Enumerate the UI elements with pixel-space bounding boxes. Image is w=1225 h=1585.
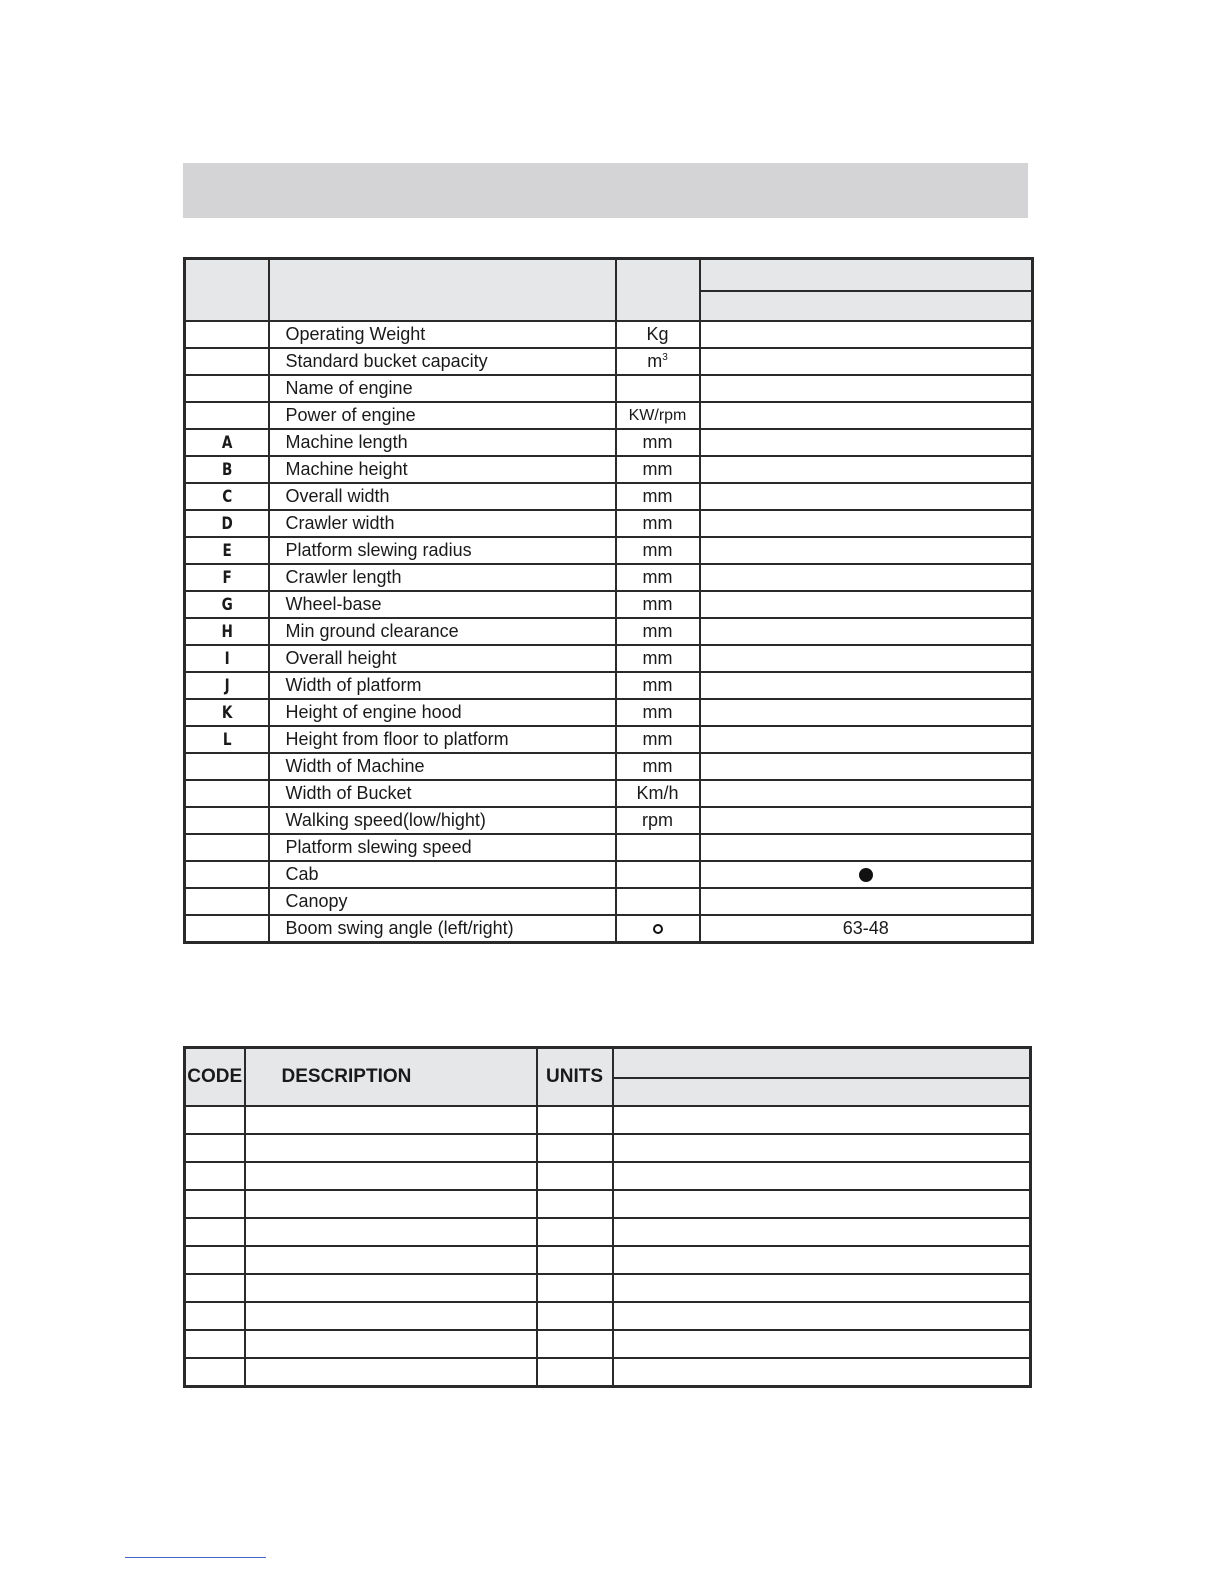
row-description: Standard bucket capacity	[269, 348, 616, 375]
table-row	[185, 915, 1033, 943]
table-row	[185, 483, 1033, 510]
header-units: UNITS	[537, 1048, 613, 1107]
table-row	[185, 1330, 1031, 1358]
row-value	[700, 834, 1033, 861]
row-code: H	[193, 618, 260, 645]
row-value	[700, 564, 1033, 591]
row-code: E	[193, 537, 260, 564]
table-row	[185, 1134, 1031, 1162]
table-row	[185, 780, 1033, 807]
row-description: Machine height	[269, 456, 616, 483]
row-unit: mm	[616, 726, 700, 753]
row-value	[700, 618, 1033, 645]
row-unit: mm	[616, 483, 700, 510]
row-value	[700, 456, 1033, 483]
row-code: A	[193, 429, 260, 456]
row-code: L	[193, 726, 260, 753]
row-code	[193, 348, 260, 375]
row-code	[193, 780, 260, 807]
header-model	[613, 1048, 1031, 1079]
spec-header-model	[700, 259, 1033, 292]
row-value	[700, 753, 1033, 780]
row-unit: $m^3$	[616, 348, 700, 375]
row-code: B	[193, 456, 260, 483]
table-row	[185, 645, 1033, 672]
row-code	[193, 888, 260, 915]
table-row	[185, 375, 1033, 402]
row-unit: mm	[616, 672, 700, 699]
table-row	[185, 834, 1033, 861]
spec-header-description	[269, 259, 616, 322]
row-unit: Kg	[616, 321, 700, 348]
row-value	[700, 699, 1033, 726]
filled-bullet-icon	[859, 868, 873, 882]
row-code	[193, 402, 260, 429]
table-row	[185, 537, 1033, 564]
table-row	[185, 753, 1033, 780]
row-unit: mm	[616, 537, 700, 564]
table-row	[185, 1358, 1031, 1387]
row-value	[700, 672, 1033, 699]
row-unit: mm	[616, 699, 700, 726]
spec-header-code	[185, 259, 269, 322]
row-code	[193, 861, 260, 888]
row-description: Width of Machine	[269, 753, 616, 780]
row-unit	[616, 861, 700, 888]
row-unit: mm	[616, 564, 700, 591]
table-row	[185, 1218, 1031, 1246]
footer-rule	[125, 1557, 266, 1558]
row-description: Overall height	[269, 645, 616, 672]
row-description: Crawler length	[269, 564, 616, 591]
table-row	[185, 618, 1033, 645]
table-row	[185, 1190, 1031, 1218]
row-value	[700, 348, 1033, 375]
row-value	[700, 726, 1033, 753]
table-row	[185, 429, 1033, 456]
row-unit	[616, 888, 700, 915]
row-unit: mm	[616, 510, 700, 537]
table-row	[185, 672, 1033, 699]
row-unit: rpm	[616, 807, 700, 834]
row-description: Name of engine	[269, 375, 616, 402]
row-code: F	[193, 564, 260, 591]
table-row	[185, 1302, 1031, 1330]
row-code	[193, 834, 260, 861]
degree-icon	[653, 924, 663, 934]
row-code: K	[193, 699, 260, 726]
table-row	[185, 564, 1033, 591]
row-description: Overall width	[269, 483, 616, 510]
section-title-banner	[183, 163, 1028, 218]
table-row	[185, 591, 1033, 618]
table-row	[185, 699, 1033, 726]
row-value	[700, 429, 1033, 456]
row-value	[700, 591, 1033, 618]
row-unit: KW/rpm	[616, 402, 700, 429]
row-value	[700, 888, 1033, 915]
header-description: DESCRIPTION	[245, 1048, 537, 1107]
row-unit: mm	[616, 618, 700, 645]
row-value	[700, 537, 1033, 564]
spec-header-model-sub	[700, 291, 1033, 321]
row-unit: Km/h	[616, 780, 700, 807]
row-description: Platform slewing radius	[269, 537, 616, 564]
table-row	[185, 726, 1033, 753]
header-model-sub	[613, 1078, 1031, 1106]
row-value	[700, 510, 1033, 537]
row-unit	[616, 375, 700, 402]
row-code: D	[193, 510, 260, 537]
table-row	[185, 1274, 1031, 1302]
row-value	[700, 483, 1033, 510]
table-row	[185, 861, 1033, 888]
row-value	[700, 861, 1033, 888]
row-code	[193, 375, 260, 402]
row-description: Operating Weight	[269, 321, 616, 348]
row-description: Crawler width	[269, 510, 616, 537]
row-description: Wheel-base	[269, 591, 616, 618]
row-value	[700, 807, 1033, 834]
row-description: Boom swing angle (left/right)	[269, 915, 616, 943]
row-description: Width of Bucket	[269, 780, 616, 807]
table-row	[185, 807, 1033, 834]
row-description: Height of engine hood	[269, 699, 616, 726]
row-description: Cab	[269, 861, 616, 888]
row-value	[700, 375, 1033, 402]
table-row	[185, 1162, 1031, 1190]
blank-spec-table	[183, 1046, 1032, 1388]
row-description: Canopy	[269, 888, 616, 915]
row-value	[700, 402, 1033, 429]
row-description: Width of platform	[269, 672, 616, 699]
row-description: Power of engine	[269, 402, 616, 429]
row-description: Platform slewing speed	[269, 834, 616, 861]
row-unit: mm	[616, 753, 700, 780]
table-row	[185, 1106, 1031, 1134]
row-description: Height from floor to platform	[269, 726, 616, 753]
row-value: 63-48	[700, 915, 1033, 943]
header-code: CODE	[185, 1048, 245, 1107]
table-row	[185, 348, 1033, 375]
row-code	[193, 321, 260, 348]
row-value	[700, 780, 1033, 807]
row-unit: mm	[616, 591, 700, 618]
row-unit	[616, 915, 700, 943]
row-code	[193, 753, 260, 780]
row-unit: mm	[616, 645, 700, 672]
spec-header-unit	[616, 259, 700, 322]
row-code	[193, 915, 260, 943]
row-code: G	[193, 591, 260, 618]
table-row	[185, 510, 1033, 537]
row-value	[700, 645, 1033, 672]
row-unit	[616, 834, 700, 861]
row-description: Min ground clearance	[269, 618, 616, 645]
row-description: Walking speed(low/hight)	[269, 807, 616, 834]
row-unit: mm	[616, 429, 700, 456]
row-code: I	[193, 645, 260, 672]
specification-table	[183, 257, 1034, 944]
table-row	[185, 456, 1033, 483]
table-row	[185, 402, 1033, 429]
row-code	[193, 807, 260, 834]
row-code: C	[193, 483, 260, 510]
row-unit: mm	[616, 456, 700, 483]
row-value	[700, 321, 1033, 348]
row-description: Machine length	[269, 429, 616, 456]
row-code: J	[193, 672, 260, 699]
table-row	[185, 1246, 1031, 1274]
table-row	[185, 888, 1033, 915]
table-row	[185, 321, 1033, 348]
